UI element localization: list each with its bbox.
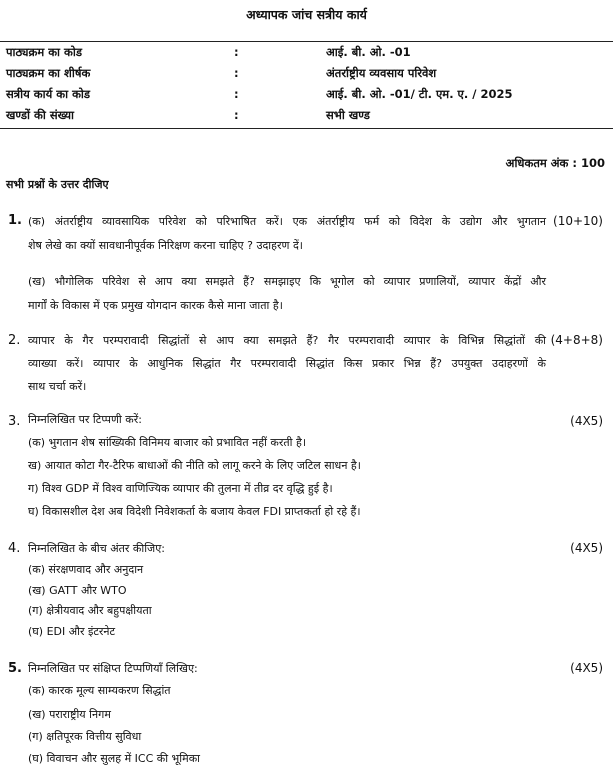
header-value: आई. बी. ओ. -01	[326, 45, 411, 59]
header-colon: :	[234, 87, 239, 101]
header-colon: :	[234, 108, 239, 122]
question-line: (क) भुगतान शेष सांख्यिकी विनिमय बाजार को प्रभावित नहीं करती है।	[28, 436, 306, 449]
question-line: साथ चर्चा करें।	[28, 380, 87, 393]
max-marks: अधिकतम अंक : 100	[505, 156, 605, 170]
question-line: (क) अंतर्राष्ट्रीय व्यावसायिक परिवेश को परिभाषित करें। एक अंतर्राष्ट्रीय फर्म को विदेश के उद्योग और भुगतान	[28, 215, 546, 228]
question-number: 3.	[8, 414, 21, 429]
header-label: पाठ्यक्रम का कोड	[6, 45, 82, 59]
header-label: खण्डों की संख्या	[6, 108, 74, 122]
question-line: घ) विकासशील देश अब विदेशी निवेशकर्ता के बजाय केवल FDI प्राप्तकर्ता हो रहे हैं।	[28, 505, 361, 518]
question-number: 2.	[8, 333, 21, 348]
header-label: पाठ्यक्रम का शीर्षक	[6, 66, 91, 80]
question-line: (ख) भौगोलिक परिवेश से आप क्या समझते हैं? समझाइए कि भूगोल को व्यापार प्रणालियों, व्यापार केंद्रों और	[28, 275, 546, 288]
instruction: सभी प्रश्नों के उत्तर दीजिए	[6, 178, 109, 191]
question-line: ख) आयात कोटा गैर-टैरिफ बाधाओं की नीति को लागू करने के लिए जटिल साधन है।	[28, 459, 361, 472]
question-line: (ग) क्षतिपूरक वित्तीय सुविधा	[28, 730, 142, 743]
question-line: (ख) पराराष्ट्रीय निगम	[28, 708, 111, 721]
question-line: मार्गों के विकास में एक प्रमुख योगदान कारक कैसे माना जाता है।	[28, 299, 283, 312]
question-marks: (10+10)	[553, 214, 603, 228]
document-title: अध्यापक जांच सत्रीय कार्य	[246, 7, 367, 22]
header-row-blocks	[6, 108, 606, 126]
header-row-assignment-code	[6, 87, 606, 105]
question-line: निम्नलिखित पर टिप्पणी करें:	[28, 413, 142, 426]
question-line: व्यापार के गैर परम्परावादी सिद्धांतों से आप क्या समझते हैं? गैर परम्परावादी व्यापार के विभिन्न सिद्धांतों की	[28, 334, 546, 347]
question-line: (ख) GATT और WTO	[28, 584, 127, 597]
question-number: 4.	[8, 541, 21, 556]
question-line: (क) संरक्षणवाद और अनुदान	[28, 563, 144, 576]
question-number: 5.	[8, 661, 22, 676]
question-marks: (4X5)	[570, 541, 603, 555]
question-line: व्याख्या करें। व्यापार के आधुनिक सिद्धांत गैर परम्परावादी सिद्धांत किस प्रकार भिन्न हैं? उपयुक्त उदाहरणों के	[28, 357, 546, 370]
question-line: (घ) विवाचन और सुलह में ICC की भूमिका	[28, 752, 201, 765]
header-value: अंतर्राष्ट्रीय व्यवसाय परिवेश	[326, 66, 437, 80]
header-colon: :	[234, 45, 239, 59]
header-bottom-rule	[0, 128, 613, 129]
header-value: आई. बी. ओ. -01/ टी. एम. ए. / 2025	[326, 87, 513, 101]
question-number: 1.	[8, 213, 22, 228]
header-label: सत्रीय कार्य का कोड	[6, 87, 91, 101]
question-line: निम्नलिखित पर संक्षिप्त टिप्पणियाँ लिखिए:	[28, 662, 198, 675]
question-line: निम्नलिखित के बीच अंतर कीजिए:	[28, 542, 166, 555]
header-row-course-title	[6, 66, 606, 84]
question-line: (क) कारक मूल्य साम्यकरण सिद्धांत	[28, 684, 171, 697]
question-line: (ग) क्षेत्रीयवाद और बहुपक्षीयता	[28, 604, 152, 617]
header-top-rule	[0, 41, 613, 42]
header-row-course-code	[6, 45, 606, 63]
header-value: सभी खण्ड	[326, 108, 370, 122]
header-colon: :	[234, 66, 239, 80]
question-line: ग) विश्व GDP में विश्व वाणिज्यिक व्यापार की तुलना में तीव्र दर वृद्धि हुई है।	[28, 482, 333, 495]
question-marks: (4+8+8)	[550, 333, 603, 347]
question-line: (घ) EDI और इंटरनेट	[28, 625, 116, 638]
question-marks: (4X5)	[570, 661, 603, 675]
question-marks: (4X5)	[570, 414, 603, 428]
question-line: शेष लेखे का क्यों सावधानीपूर्वक निरिक्षण करना चाहिए ? उदाहरण दें।	[28, 239, 303, 252]
